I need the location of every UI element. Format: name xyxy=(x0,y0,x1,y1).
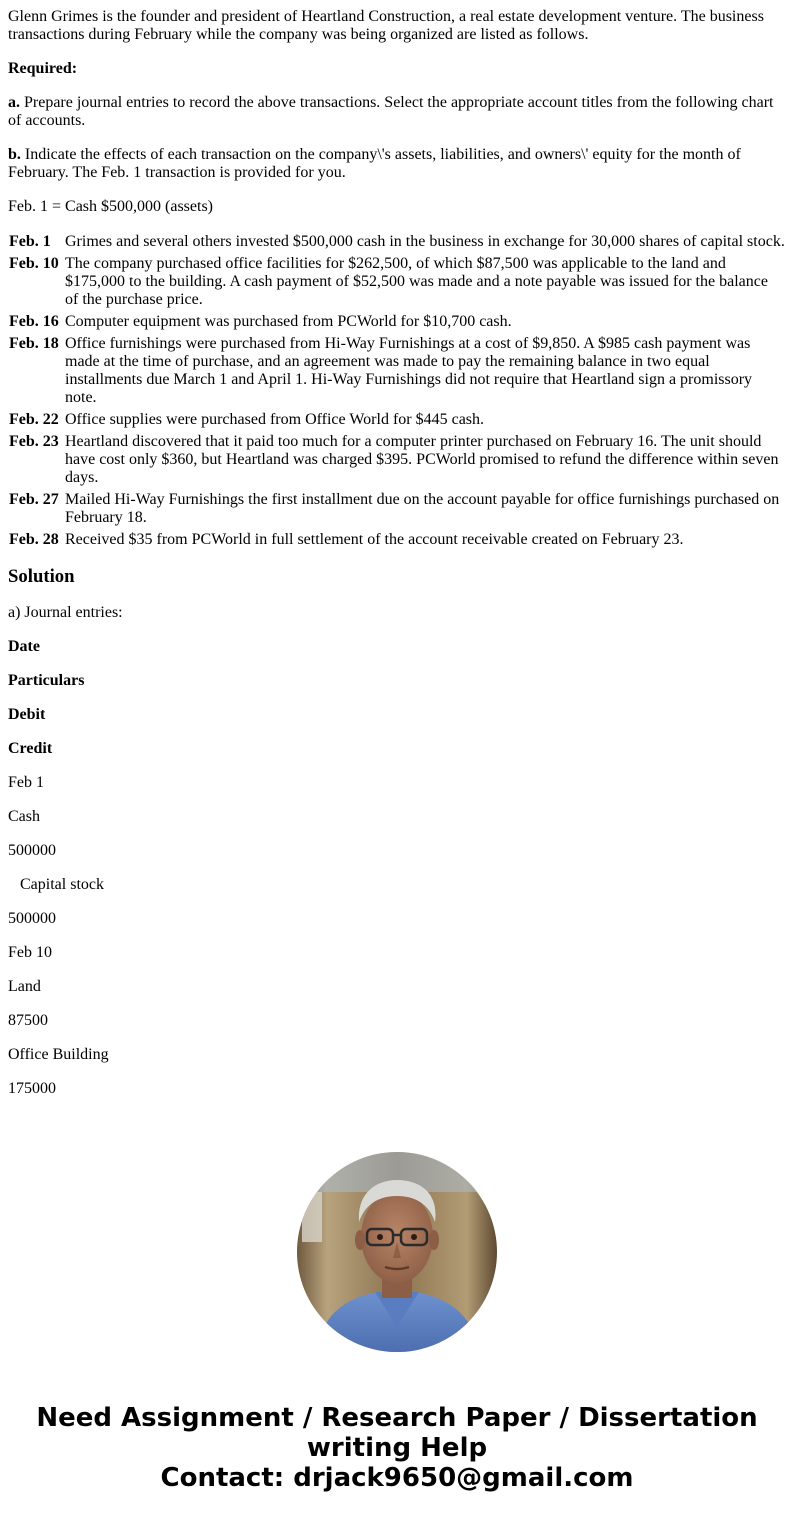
transaction-description: Heartland discovered that it paid too much for a computer printer purchased on February 16. The unit should have cost only $360, but Heartland was charged $395. PCWorld promised to refund the difference within seven days. xyxy=(65,433,779,486)
transaction-row xyxy=(8,254,786,310)
transaction-row xyxy=(8,530,786,550)
intro-paragraph: Glenn Grimes is the founder and president of Heartland Construction, a real estate development venture. The business transactions during February while the company was being organized are listed as follows. xyxy=(8,8,764,43)
feb1-effect: Feb. 1 = Cash $500,000 (assets) xyxy=(8,198,214,215)
journal-header-particulars-text: Particulars xyxy=(8,672,85,689)
transaction-date: Feb. 1 xyxy=(9,233,51,250)
transaction-description: Computer equipment was purchased from PCWorld for $10,700 cash. xyxy=(65,313,512,330)
part-b-label: b. xyxy=(8,146,21,163)
journal-amount: 500000 xyxy=(8,910,56,927)
transaction-description: Office supplies were purchased from Office World for $445 cash. xyxy=(65,411,485,428)
journal-header-credit xyxy=(8,740,786,758)
journal-account: Capital stock xyxy=(20,876,104,893)
document-body xyxy=(8,8,786,1114)
journal-date: Feb 10 xyxy=(8,944,52,961)
transaction-description: Grimes and several others invested $500,000 cash in the business in exchange for 30,000 shares of capital stock. xyxy=(65,233,785,250)
banner-line-2: writing Help xyxy=(306,1433,488,1463)
transaction-description: Received $35 from PCWorld in full settlement of the account receivable created on February 23. xyxy=(65,531,684,548)
transaction-date: Feb. 28 xyxy=(9,531,59,548)
journal-account: Land xyxy=(8,978,41,995)
journal-header-debit-text: Debit xyxy=(8,706,46,723)
transaction-date: Feb. 27 xyxy=(9,491,59,508)
journal-header-particulars xyxy=(8,672,786,690)
journal-header-debit xyxy=(8,706,786,724)
transaction-date: Feb. 16 xyxy=(9,313,59,330)
transaction-row xyxy=(8,432,786,488)
banner-contact-line: Contact: drjack9650@gmail.com xyxy=(160,1463,634,1493)
solution-heading: Solution xyxy=(8,566,75,587)
transaction-description: Mailed Hi-Way Furnishings the first installment due on the account payable for office furnishings purchased on February 18. xyxy=(65,491,780,526)
journal-amount: 87500 xyxy=(8,1012,48,1029)
transaction-row xyxy=(8,312,786,332)
journal-header-credit-text: Credit xyxy=(8,740,53,757)
journal-header-date xyxy=(8,638,786,656)
tutor-portrait-image xyxy=(297,1152,497,1352)
part-a-text: Prepare journal entries to record the above transactions. Select the appropriate account titles from the following chart of accounts. xyxy=(8,94,774,129)
part-b-text: Indicate the effects of each transaction on the company\'s assets, liabilities, and owners\' equity for the month of February. The Feb. 1 transaction is provided for you. xyxy=(8,146,741,181)
part-b-paragraph xyxy=(8,146,786,182)
transaction-description: The company purchased office facilities for $262,500, of which $87,500 was applicable to the land and $175,000 to the building. A cash payment of $52,500 was made and a note payable was issued for the balance of the purchase price. xyxy=(65,255,768,308)
transaction-date: Feb. 10 xyxy=(9,255,59,272)
transaction-date: Feb. 23 xyxy=(9,433,59,450)
journal-label: a) Journal entries: xyxy=(8,604,123,621)
transaction-row xyxy=(8,334,786,408)
part-a-label: a. xyxy=(8,94,20,111)
tutor-photo xyxy=(297,1152,497,1352)
journal-date: Feb 1 xyxy=(8,774,44,791)
required-label: Required: xyxy=(8,60,78,77)
journal-header-date-text: Date xyxy=(8,638,40,655)
transaction-date: Feb. 18 xyxy=(9,335,59,352)
transaction-date: Feb. 22 xyxy=(9,411,59,428)
journal-account: Cash xyxy=(8,808,40,825)
transaction-row xyxy=(8,490,786,528)
required-heading xyxy=(8,60,786,78)
banner-line-1: Need Assignment / Research Paper / Dissertation xyxy=(36,1403,758,1433)
journal-amount: 500000 xyxy=(8,842,56,859)
transaction-description: Office furnishings were purchased from Hi-Way Furnishings at a cost of $9,850. A $985 cash payment was made at the time of purchase, and an agreement was made to pay the remaining balance in two equal installments due March 1 and April 1. Hi-Way Furnishings did not require that Heartland sign a promissory note. xyxy=(65,335,753,406)
contact-banner xyxy=(0,1403,794,1493)
transaction-row xyxy=(8,232,786,252)
journal-account: Office Building xyxy=(8,1046,109,1063)
transactions-table xyxy=(6,230,788,552)
transaction-row xyxy=(8,410,786,430)
journal-amount: 175000 xyxy=(8,1080,56,1097)
part-a-paragraph xyxy=(8,94,786,130)
